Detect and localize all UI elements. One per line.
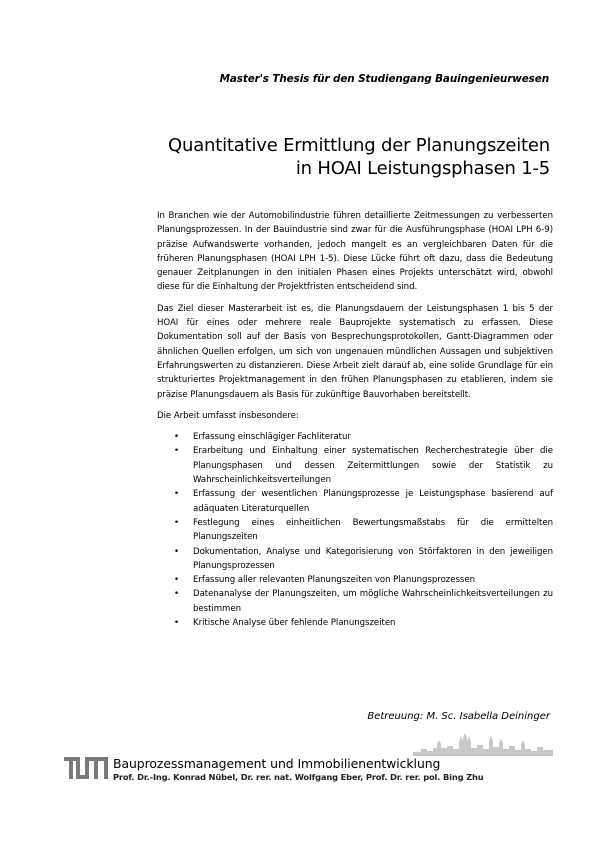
list-item-text: Erarbeitung und Einhaltung einer systematischen Recherchestrategie über die Planungsphasen und dessen Zeitermittlungen sowie der Statistik zu Wahrscheinlichkeitsverteilungen — [193, 446, 553, 486]
bullet-icon: • — [174, 432, 180, 443]
bullet-icon: • — [174, 589, 180, 600]
bullet-icon: • — [174, 489, 180, 500]
list-item-text: Erfassung der wesentlichen Planungsprozesse je Leistungsphase basierend auf adäquaten Literaturquellen — [193, 489, 553, 514]
bullet-icon: • — [174, 546, 180, 557]
bullet-icon: • — [174, 618, 180, 629]
bullet-icon: • — [174, 517, 180, 528]
page-title — [168, 134, 550, 180]
list-item-text: Kritische Analyse über fehlende Planungszeiten — [193, 618, 396, 629]
list-item — [157, 444, 553, 487]
title-line-2: in HOAI Leistungsphasen 1-5 — [295, 158, 550, 179]
bullet-icon: • — [174, 446, 180, 457]
list-item — [157, 545, 553, 574]
task-list — [157, 430, 553, 630]
list-item — [157, 587, 553, 616]
list-item-text: Erfassung aller relevanten Planungszeiten von Planungsprozessen — [193, 575, 475, 586]
list-item-text: Erfassung einschlägiger Fachliteratur — [193, 432, 351, 443]
title-line-1: Quantitative Ermittlung der Planungszeiten — [168, 135, 550, 156]
chair-name: Bauprozessmanagement und Immobilienentwicklung — [113, 756, 441, 771]
thesis-type-note: Master's Thesis für den Studiengang Bauingenieurwesen — [219, 73, 549, 85]
list-item-text: Dokumentation, Analyse und Kategorisierung von Störfaktoren in den jeweiligen Planungsprozessen — [193, 546, 553, 571]
skyline-image — [413, 730, 553, 756]
supervisor-line: Betreuung: M. Sc. Isabella Deininger — [367, 711, 550, 722]
list-item — [157, 430, 553, 444]
list-item — [157, 573, 553, 587]
logo-mark — [64, 757, 108, 779]
list-item — [157, 487, 553, 516]
list-item-text: Festlegung eines einheitlichen Bewertungsmaßstabs für die ermittelten Planungszeiten — [193, 517, 553, 543]
intro-paragraph: In Branchen wie der Automobilindustrie führen detaillierte Zeitmessungen zu verbesserten Planungsprozessen. In der Bauindustrie sind zwar für die Ausführungsphase (HOAI LPH 6-9) präzise Aufwandswerte vorhanden, jedoch mangelt es an vergleichbaren Daten für die früheren Planungsphasen (HOAI LPH 1-5). Diese Lücke führt oft dazu, dass die Bedeutung genauer Zeitplanungen in den initialen Phasen eines Projekts unterschätzt wird, obwohl diese für die Einhaltung der Projektfristen entscheidend sind. — [157, 211, 553, 293]
goal-paragraph: Das Ziel dieser Masterarbeit ist es, die Planungsdauern der Leistungsphasen 1 bis 5 der HOAI für eines oder mehrere reale Bauprojekte systematisch zu erfassen. Diese Dokumentation soll auf der Basis von Besprechungsprotokollen, Gantt-Diagrammen oder ähnlichen Quellen erfolgen, um sich von ungenauen mündlichen Aussagen und subjektiven Erfahrungswerten zu distanzieren. Diese Arbeit zielt darauf ab, eine solide Grundlage für ein strukturiertes Projektmanagement in den frühen Planungsphasen zu etablieren, indem sie präzise Planungsdauern als Basis für zukünftige Bauvorhaben bereitstellt. — [157, 303, 553, 400]
list-item — [157, 516, 553, 545]
university-logo — [64, 757, 108, 779]
chair-professors: Prof. Dr.-Ing. Konrad Nübel, Dr. rer. nat. Wolfgang Eber, Prof. Dr. rer. pol. Bing Zhu — [113, 772, 484, 782]
list-intro: Die Arbeit umfasst insbesondere: — [157, 410, 299, 421]
bullet-icon: • — [174, 575, 180, 586]
list-item-text: Datenanalyse der Planungszeiten, um mögliche Wahrscheinlichkeitsverteilungen zu bestimmen — [193, 589, 553, 614]
skyline-silhouette — [413, 733, 553, 756]
thesis-description — [157, 209, 553, 630]
list-item — [157, 616, 553, 630]
